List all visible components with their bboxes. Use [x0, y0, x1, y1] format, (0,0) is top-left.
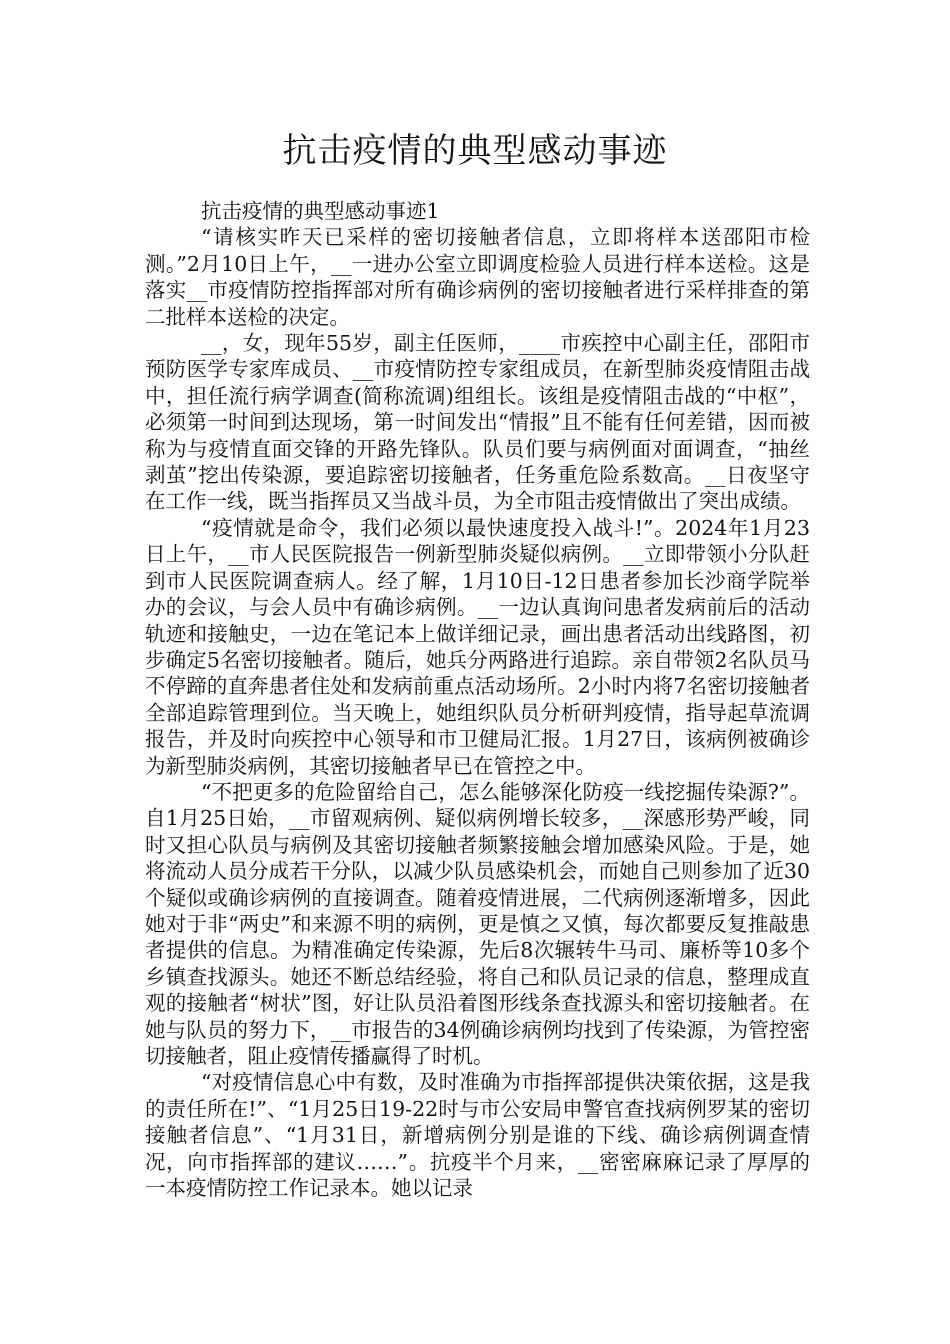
document-title: 抗击疫情的典型感动事迹: [282, 131, 668, 171]
paragraph-4: “不把更多的危险留给自己，怎么能够深化防疫一线挖掘传染源?”。自1月25日始，__市留观病例、疑似病例增长较多，__深感形势严峻，同时又担心队员与病例及其密切接触者频繁接触会增加感染风险。于是，她将流动人员分成若干分队，以减少队员感染机会，而她自己则参加了近30个疑似或确诊病例的直接调查。随着疫情进展，二代病例逐渐增多，因此她对于非“两史”和来源不明的病例，更是慎之又慎，每次都要反复推敲患者提供的信息。为精准确定传染源，先后8次辗转牛马司、廉桥等10多个乡镇查找源头。她还不断总结经验，将自己和队员记录的信息，整理成直观的接触者“树状”图，好让队员沿着图形线条查找源头和密切接触者。在她与队员的努力下，__市报告的34例确诊病例均找到了传染源，为管控密切接触者，阻止疫情传播赢得了时机。: [145, 779, 810, 1068]
paragraph-5: “对疫情信息心中有数，及时准确为市指挥部提供决策依据，这是我的责任所在!”、“1月25日19-22时与市公安局申警官查找病例罗某的密切接触者信息”、“1月31日，新增病例分别是谁的下线、确诊病例调查情况，向市指挥部的建议……”。抗疫半个月来，__密密麻麻记录了厚厚的一本疫情防控工作记录本。她以记录: [145, 1070, 810, 1201]
paragraph-1: “请核实昨天已采样的密切接触者信息，立即将样本送邵阳市检测。”2月10日上午，__一进办公室立即调度检验人员进行样本送检。这是落实__市疫情防控指挥部对所有确诊病例的密切接触者进行采样排查的第二批样本送检的决定。: [145, 225, 810, 329]
document-body: [145, 198, 810, 1201]
section-heading: 抗击疫情的典型感动事迹1: [201, 199, 440, 223]
paragraph-3: “疫情就是命令，我们必须以最快速度投入战斗!”。2024年1月23日上午，__市人民医院报告一例新型肺炎疑似病例。__立即带领小分队赶到市人民医院调查病人。经了解，1月10日-12日患者参加长沙商学院举办的会议，与会人员中有确诊病例。__一边认真询问患者发病前后的活动轨迹和接触史，一边在笔记本上做详细记录，画出患者活动出线路图，初步确定5名密切接触者。随后，她兵分两路进行追踪。亲自带领2名队员马不停蹄的直奔患者住处和发病前重点活动场所。2小时内将7名密切接触者全部追踪管理到位。当天晚上，她组织队员分析研判疫情，指导起草流调报告，并及时向疾控中心领导和市卫健局汇报。1月27日，该病例被确诊为新型肺炎病例，其密切接触者早已在管控之中。: [145, 515, 810, 778]
paragraph-2: __，女，现年55岁，副主任医师，____市疾控中心副主任，邵阳市预防医学专家库成员、__市疫情防控专家组成员，在新型肺炎疫情阻击战中，担任流行病学调查(简称流调)组组长。该组是疫情阻击战的“中枢”，必须第一时间到达现场，第一时间发出“情报”且不能有任何差错，因而被称为与疫情直面交锋的开路先锋队。队员们要与病例面对面调查，“抽丝剥茧”挖出传染源，要追踪密切接触者，任务重危险系数高。__日夜坚守在工作一线，既当指挥员又当战斗员，为全市阻击疫情做出了突出成绩。: [145, 331, 810, 514]
